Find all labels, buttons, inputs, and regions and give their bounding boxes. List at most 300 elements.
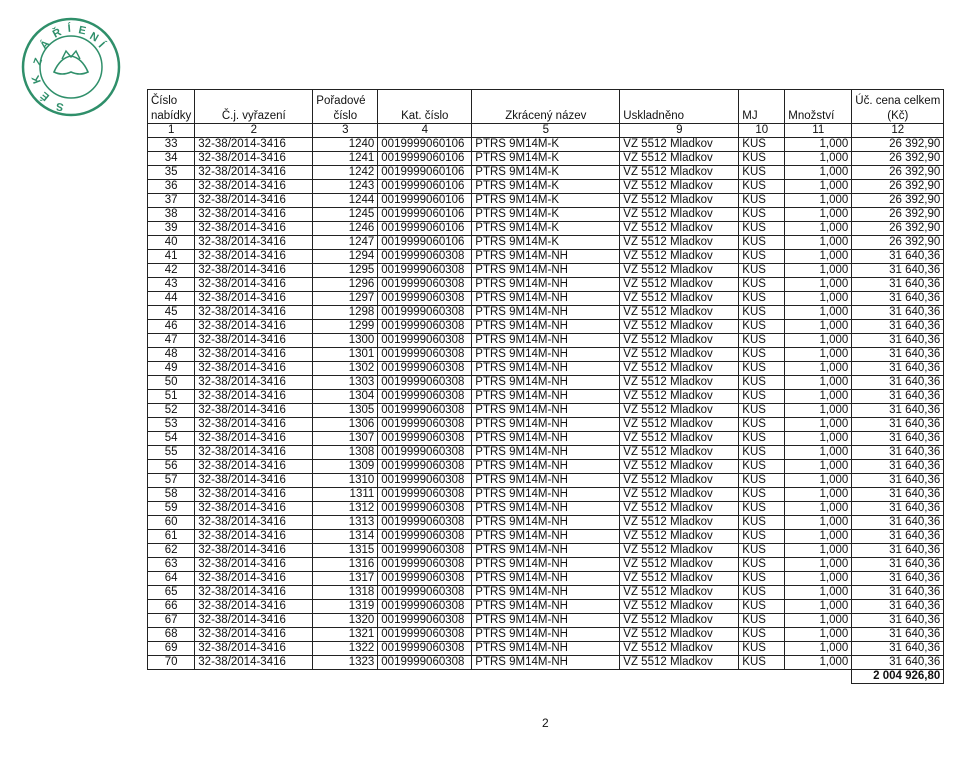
unit-cell: KUS <box>739 278 785 292</box>
order-number-cell: 1302 <box>313 362 378 376</box>
short-name-cell: PTŘS 9M14M-K <box>472 152 620 166</box>
quantity-cell: 1,000 <box>785 320 852 334</box>
storage-cell: VZ 5512 Mladkov <box>620 292 739 306</box>
column-number-row <box>148 124 944 138</box>
unit-cell: KUS <box>739 558 785 572</box>
catalog-number-cell: 0019999060308 <box>378 404 472 418</box>
storage-cell: VZ 5512 Mladkov <box>620 194 739 208</box>
unit-cell: KUS <box>739 586 785 600</box>
svg-text:Z: Z <box>31 56 46 68</box>
quantity-cell: 1,000 <box>785 586 852 600</box>
catalog-number-cell: 0019999060308 <box>378 474 472 488</box>
order-number-cell: 1299 <box>313 320 378 334</box>
reference-number-cell: 32-38/2014-3416 <box>195 390 313 404</box>
unit-cell: KUS <box>739 250 785 264</box>
offer-number-cell: 55 <box>148 446 195 460</box>
order-number-cell: 1246 <box>313 222 378 236</box>
svg-text:Ř: Ř <box>50 26 64 41</box>
storage-cell: VZ 5512 Mladkov <box>620 656 739 670</box>
quantity-cell: 1,000 <box>785 516 852 530</box>
order-number-cell: 1312 <box>313 502 378 516</box>
short-name-cell: PTŘS 9M14M-NH <box>472 474 620 488</box>
reference-number-cell: 32-38/2014-3416 <box>195 530 313 544</box>
offer-number-cell: 53 <box>148 418 195 432</box>
catalog-number-cell: 0019999060308 <box>378 460 472 474</box>
catalog-number-cell: 0019999060308 <box>378 390 472 404</box>
reference-number-cell: 32-38/2014-3416 <box>195 418 313 432</box>
reference-number-cell: 32-38/2014-3416 <box>195 138 313 152</box>
short-name-cell: PTŘS 9M14M-K <box>472 166 620 180</box>
column-number: 4 <box>378 124 472 138</box>
unit-cell: KUS <box>739 628 785 642</box>
reference-number-cell: 32-38/2014-3416 <box>195 544 313 558</box>
offer-number-cell: 68 <box>148 628 195 642</box>
total-price-cell: 31 640,36 <box>852 544 944 558</box>
reference-number-cell: 32-38/2014-3416 <box>195 362 313 376</box>
total-price-cell: 31 640,36 <box>852 418 944 432</box>
total-price-cell: 26 392,90 <box>852 138 944 152</box>
total-price-cell: 31 640,36 <box>852 264 944 278</box>
total-price-cell: 31 640,36 <box>852 432 944 446</box>
catalog-number-cell: 0019999060106 <box>378 180 472 194</box>
catalog-number-cell: 0019999060308 <box>378 264 472 278</box>
catalog-number-cell: 0019999060308 <box>378 334 472 348</box>
quantity-cell: 1,000 <box>785 558 852 572</box>
unit-cell: KUS <box>739 390 785 404</box>
catalog-number-cell: 0019999060106 <box>378 236 472 250</box>
svg-text:Á: Á <box>38 38 53 52</box>
total-price-cell: 31 640,36 <box>852 460 944 474</box>
column-number: 9 <box>620 124 739 138</box>
short-name-cell: PTŘS 9M14M-NH <box>472 446 620 460</box>
table-row <box>148 502 944 516</box>
reference-number-cell: 32-38/2014-3416 <box>195 250 313 264</box>
short-name-cell: PTŘS 9M14M-NH <box>472 418 620 432</box>
svg-text:É: É <box>38 88 52 103</box>
reference-number-cell: 32-38/2014-3416 <box>195 264 313 278</box>
reference-number-cell: 32-38/2014-3416 <box>195 292 313 306</box>
header-cena <box>852 90 944 109</box>
catalog-number-cell: 0019999060308 <box>378 656 472 670</box>
table-row <box>148 460 944 474</box>
short-name-cell: PTŘS 9M14M-NH <box>472 306 620 320</box>
offer-number-cell: 47 <box>148 334 195 348</box>
quantity-cell: 1,000 <box>785 236 852 250</box>
offer-number-cell: 34 <box>148 152 195 166</box>
storage-cell: VZ 5512 Mladkov <box>620 138 739 152</box>
order-number-cell: 1297 <box>313 292 378 306</box>
short-name-cell: PTŘS 9M14M-NH <box>472 404 620 418</box>
table-row <box>148 390 944 404</box>
total-price-cell: 31 640,36 <box>852 488 944 502</box>
short-name-cell: PTŘS 9M14M-NH <box>472 278 620 292</box>
order-number-cell: 1304 <box>313 390 378 404</box>
total-row <box>148 670 944 684</box>
table-row <box>148 362 944 376</box>
order-number-cell: 1313 <box>313 516 378 530</box>
unit-cell: KUS <box>739 180 785 194</box>
short-name-cell: PTŘS 9M14M-NH <box>472 488 620 502</box>
unit-cell: KUS <box>739 222 785 236</box>
quantity-cell: 1,000 <box>785 628 852 642</box>
header-cena-line2: (Kč) <box>852 108 944 124</box>
unit-cell: KUS <box>739 166 785 180</box>
short-name-cell: PTŘS 9M14M-NH <box>472 334 620 348</box>
header-cj <box>195 90 313 109</box>
total-price-cell: 31 640,36 <box>852 656 944 670</box>
offer-number-cell: 46 <box>148 320 195 334</box>
quantity-cell: 1,000 <box>785 264 852 278</box>
svg-text:Í: Í <box>67 22 72 35</box>
catalog-number-cell: 0019999060308 <box>378 586 472 600</box>
quantity-cell: 1,000 <box>785 306 852 320</box>
offer-number-cell: 36 <box>148 180 195 194</box>
offer-number-cell: 48 <box>148 348 195 362</box>
table-row <box>148 194 944 208</box>
order-number-cell: 1244 <box>313 194 378 208</box>
storage-cell: VZ 5512 Mladkov <box>620 390 739 404</box>
total-price-cell: 31 640,36 <box>852 334 944 348</box>
catalog-number-cell: 0019999060308 <box>378 502 472 516</box>
catalog-number-cell: 0019999060106 <box>378 166 472 180</box>
table-row <box>148 278 944 292</box>
total-price-cell: 31 640,36 <box>852 250 944 264</box>
order-number-cell: 1322 <box>313 642 378 656</box>
table-row <box>148 250 944 264</box>
catalog-number-cell: 0019999060308 <box>378 348 472 362</box>
unit-cell: KUS <box>739 516 785 530</box>
offer-number-cell: 50 <box>148 376 195 390</box>
offer-number-cell: 51 <box>148 390 195 404</box>
storage-cell: VZ 5512 Mladkov <box>620 376 739 390</box>
table-row <box>148 418 944 432</box>
storage-cell: VZ 5512 Mladkov <box>620 628 739 642</box>
total-price-cell: 31 640,36 <box>852 404 944 418</box>
table-row <box>148 586 944 600</box>
total-price-cell: 31 640,36 <box>852 502 944 516</box>
table-row <box>148 208 944 222</box>
header-nabidky <box>148 90 195 109</box>
short-name-cell: PTŘS 9M14M-NH <box>472 558 620 572</box>
total-price-cell: 31 640,36 <box>852 278 944 292</box>
total-price-cell: 26 392,90 <box>852 194 944 208</box>
catalog-number-cell: 0019999060308 <box>378 544 472 558</box>
storage-cell: VZ 5512 Mladkov <box>620 558 739 572</box>
table-row <box>148 544 944 558</box>
storage-cell: VZ 5512 Mladkov <box>620 264 739 278</box>
quantity-cell: 1,000 <box>785 502 852 516</box>
short-name-cell: PTŘS 9M14M-NH <box>472 362 620 376</box>
column-number: 5 <box>472 124 620 138</box>
catalog-number-cell: 0019999060308 <box>378 488 472 502</box>
offer-number-cell: 49 <box>148 362 195 376</box>
quantity-cell: 1,000 <box>785 222 852 236</box>
unit-cell: KUS <box>739 656 785 670</box>
unit-cell: KUS <box>739 432 785 446</box>
unit-cell: KUS <box>739 320 785 334</box>
table-row <box>148 474 944 488</box>
storage-cell: VZ 5512 Mladkov <box>620 432 739 446</box>
offer-number-cell: 63 <box>148 558 195 572</box>
header-uskladneno <box>620 90 739 109</box>
header-nabidky-line1: Číslo <box>151 95 178 107</box>
total-price-cell: 31 640,36 <box>852 348 944 362</box>
quantity-cell: 1,000 <box>785 642 852 656</box>
offer-number-cell: 45 <box>148 306 195 320</box>
official-stamp <box>18 14 124 120</box>
catalog-number-cell: 0019999060308 <box>378 432 472 446</box>
short-name-cell: PTŘS 9M14M-K <box>472 208 620 222</box>
storage-cell: VZ 5512 Mladkov <box>620 600 739 614</box>
order-number-cell: 1303 <box>313 376 378 390</box>
catalog-number-cell: 0019999060308 <box>378 628 472 642</box>
quantity-cell: 1,000 <box>785 544 852 558</box>
offer-number-cell: 41 <box>148 250 195 264</box>
unit-cell: KUS <box>739 208 785 222</box>
short-name-cell: PTŘS 9M14M-K <box>472 138 620 152</box>
total-price-cell: 31 640,36 <box>852 642 944 656</box>
svg-text:N: N <box>87 30 101 45</box>
column-number: 2 <box>195 124 313 138</box>
short-name-cell: PTŘS 9M14M-NH <box>472 320 620 334</box>
order-number-cell: 1323 <box>313 656 378 670</box>
reference-number-cell: 32-38/2014-3416 <box>195 376 313 390</box>
unit-cell: KUS <box>739 488 785 502</box>
unit-cell: KUS <box>739 642 785 656</box>
table-row <box>148 306 944 320</box>
page-number: 2 <box>542 716 549 730</box>
quantity-cell: 1,000 <box>785 292 852 306</box>
short-name-cell: PTŘS 9M14M-NH <box>472 390 620 404</box>
quantity-cell: 1,000 <box>785 348 852 362</box>
header-uskladneno-line2: Uskladněno <box>620 108 739 124</box>
table-row <box>148 642 944 656</box>
quantity-cell: 1,000 <box>785 404 852 418</box>
short-name-cell: PTŘS 9M14M-NH <box>472 502 620 516</box>
offer-number-cell: 60 <box>148 516 195 530</box>
catalog-number-cell: 0019999060308 <box>378 572 472 586</box>
catalog-number-cell: 0019999060308 <box>378 362 472 376</box>
svg-text:E: E <box>77 24 88 38</box>
table-row <box>148 348 944 362</box>
offer-number-cell: 33 <box>148 138 195 152</box>
storage-cell: VZ 5512 Mladkov <box>620 320 739 334</box>
header-poradove-line2: číslo <box>313 108 378 124</box>
offer-number-cell: 43 <box>148 278 195 292</box>
storage-cell: VZ 5512 Mladkov <box>620 208 739 222</box>
quantity-cell: 1,000 <box>785 474 852 488</box>
unit-cell: KUS <box>739 460 785 474</box>
header-poradove-line1: Pořadové <box>316 95 366 107</box>
offer-number-cell: 39 <box>148 222 195 236</box>
unit-cell: KUS <box>739 474 785 488</box>
header-poradove <box>313 90 378 109</box>
short-name-cell: PTŘS 9M14M-NH <box>472 376 620 390</box>
reference-number-cell: 32-38/2014-3416 <box>195 558 313 572</box>
table-row <box>148 572 944 586</box>
column-number: 3 <box>313 124 378 138</box>
column-number: 1 <box>148 124 195 138</box>
total-price-cell: 31 640,36 <box>852 614 944 628</box>
storage-cell: VZ 5512 Mladkov <box>620 516 739 530</box>
reference-number-cell: 32-38/2014-3416 <box>195 404 313 418</box>
storage-cell: VZ 5512 Mladkov <box>620 362 739 376</box>
reference-number-cell: 32-38/2014-3416 <box>195 166 313 180</box>
catalog-number-cell: 0019999060106 <box>378 222 472 236</box>
reference-number-cell: 32-38/2014-3416 <box>195 278 313 292</box>
offer-number-cell: 61 <box>148 530 195 544</box>
offer-number-cell: 58 <box>148 488 195 502</box>
quantity-cell: 1,000 <box>785 208 852 222</box>
quantity-cell: 1,000 <box>785 152 852 166</box>
catalog-number-cell: 0019999060106 <box>378 138 472 152</box>
quantity-cell: 1,000 <box>785 432 852 446</box>
unit-cell: KUS <box>739 418 785 432</box>
table-row <box>148 264 944 278</box>
unit-cell: KUS <box>739 404 785 418</box>
total-price-cell: 26 392,90 <box>852 222 944 236</box>
storage-cell: VZ 5512 Mladkov <box>620 404 739 418</box>
quantity-cell: 1,000 <box>785 180 852 194</box>
short-name-cell: PTŘS 9M14M-K <box>472 180 620 194</box>
short-name-cell: PTŘS 9M14M-NH <box>472 642 620 656</box>
item-table <box>147 89 944 684</box>
catalog-number-cell: 0019999060106 <box>378 208 472 222</box>
reference-number-cell: 32-38/2014-3416 <box>195 446 313 460</box>
column-number: 11 <box>785 124 852 138</box>
header-zkraceny <box>472 90 620 109</box>
reference-number-cell: 32-38/2014-3416 <box>195 502 313 516</box>
order-number-cell: 1309 <box>313 460 378 474</box>
header-mnozstvi <box>785 90 852 109</box>
storage-cell: VZ 5512 Mladkov <box>620 530 739 544</box>
unit-cell: KUS <box>739 600 785 614</box>
table-row <box>148 656 944 670</box>
quantity-cell: 1,000 <box>785 530 852 544</box>
order-number-cell: 1315 <box>313 544 378 558</box>
header-cena-line1: Úč. cena celkem <box>855 95 941 107</box>
order-number-cell: 1247 <box>313 236 378 250</box>
table-row <box>148 320 944 334</box>
header-mj-line2: MJ <box>739 108 785 124</box>
catalog-number-cell: 0019999060106 <box>378 194 472 208</box>
total-price-cell: 31 640,36 <box>852 558 944 572</box>
short-name-cell: PTŘS 9M14M-NH <box>472 348 620 362</box>
unit-cell: KUS <box>739 502 785 516</box>
offer-number-cell: 42 <box>148 264 195 278</box>
quantity-cell: 1,000 <box>785 572 852 586</box>
unit-cell: KUS <box>739 334 785 348</box>
short-name-cell: PTŘS 9M14M-NH <box>472 628 620 642</box>
total-price-cell: 31 640,36 <box>852 446 944 460</box>
reference-number-cell: 32-38/2014-3416 <box>195 628 313 642</box>
order-number-cell: 1301 <box>313 348 378 362</box>
short-name-cell: PTŘS 9M14M-NH <box>472 432 620 446</box>
storage-cell: VZ 5512 Mladkov <box>620 446 739 460</box>
table-row <box>148 432 944 446</box>
table-row <box>148 334 944 348</box>
storage-cell: VZ 5512 Mladkov <box>620 348 739 362</box>
reference-number-cell: 32-38/2014-3416 <box>195 600 313 614</box>
unit-cell: KUS <box>739 376 785 390</box>
total-price-cell: 31 640,36 <box>852 362 944 376</box>
total-price-cell: 31 640,36 <box>852 586 944 600</box>
storage-cell: VZ 5512 Mladkov <box>620 166 739 180</box>
reference-number-cell: 32-38/2014-3416 <box>195 348 313 362</box>
quantity-cell: 1,000 <box>785 600 852 614</box>
short-name-cell: PTŘS 9M14M-K <box>472 236 620 250</box>
offer-number-cell: 35 <box>148 166 195 180</box>
storage-cell: VZ 5512 Mladkov <box>620 418 739 432</box>
total-price-cell: 31 640,36 <box>852 474 944 488</box>
total-price-cell: 26 392,90 <box>852 236 944 250</box>
order-number-cell: 1310 <box>313 474 378 488</box>
header-zkraceny-line2: Zkrácený název <box>472 108 620 124</box>
catalog-number-cell: 0019999060308 <box>378 292 472 306</box>
quantity-cell: 1,000 <box>785 390 852 404</box>
storage-cell: VZ 5512 Mladkov <box>620 614 739 628</box>
storage-cell: VZ 5512 Mladkov <box>620 502 739 516</box>
table-row <box>148 446 944 460</box>
catalog-number-cell: 0019999060308 <box>378 600 472 614</box>
storage-cell: VZ 5512 Mladkov <box>620 642 739 656</box>
quantity-cell: 1,000 <box>785 446 852 460</box>
quantity-cell: 1,000 <box>785 614 852 628</box>
reference-number-cell: 32-38/2014-3416 <box>195 642 313 656</box>
unit-cell: KUS <box>739 152 785 166</box>
order-number-cell: 1298 <box>313 306 378 320</box>
total-price-cell: 31 640,36 <box>852 600 944 614</box>
storage-cell: VZ 5512 Mladkov <box>620 488 739 502</box>
offer-number-cell: 69 <box>148 642 195 656</box>
quantity-cell: 1,000 <box>785 278 852 292</box>
quantity-cell: 1,000 <box>785 194 852 208</box>
unit-cell: KUS <box>739 264 785 278</box>
offer-number-cell: 54 <box>148 432 195 446</box>
short-name-cell: PTŘS 9M14M-K <box>472 222 620 236</box>
catalog-number-cell: 0019999060308 <box>378 320 472 334</box>
svg-text:Í: Í <box>95 39 107 51</box>
storage-cell: VZ 5512 Mladkov <box>620 180 739 194</box>
short-name-cell: PTŘS 9M14M-NH <box>472 516 620 530</box>
column-number: 12 <box>852 124 944 138</box>
reference-number-cell: 32-38/2014-3416 <box>195 614 313 628</box>
order-number-cell: 1320 <box>313 614 378 628</box>
storage-cell: VZ 5512 Mladkov <box>620 278 739 292</box>
total-price-cell: 26 392,90 <box>852 208 944 222</box>
total-price-cell: 26 392,90 <box>852 180 944 194</box>
order-number-cell: 1317 <box>313 572 378 586</box>
catalog-number-cell: 0019999060308 <box>378 516 472 530</box>
unit-cell: KUS <box>739 446 785 460</box>
order-number-cell: 1296 <box>313 278 378 292</box>
catalog-number-cell: 0019999060308 <box>378 278 472 292</box>
reference-number-cell: 32-38/2014-3416 <box>195 208 313 222</box>
catalog-number-cell: 0019999060308 <box>378 446 472 460</box>
short-name-cell: PTŘS 9M14M-NH <box>472 292 620 306</box>
storage-cell: VZ 5512 Mladkov <box>620 544 739 558</box>
catalog-number-cell: 0019999060308 <box>378 642 472 656</box>
short-name-cell: PTŘS 9M14M-NH <box>472 572 620 586</box>
order-number-cell: 1243 <box>313 180 378 194</box>
unit-cell: KUS <box>739 530 785 544</box>
reference-number-cell: 32-38/2014-3416 <box>195 320 313 334</box>
reference-number-cell: 32-38/2014-3416 <box>195 460 313 474</box>
total-value: 2 004 926,80 <box>852 670 944 684</box>
quantity-cell: 1,000 <box>785 418 852 432</box>
total-price-cell: 31 640,36 <box>852 376 944 390</box>
unit-cell: KUS <box>739 348 785 362</box>
